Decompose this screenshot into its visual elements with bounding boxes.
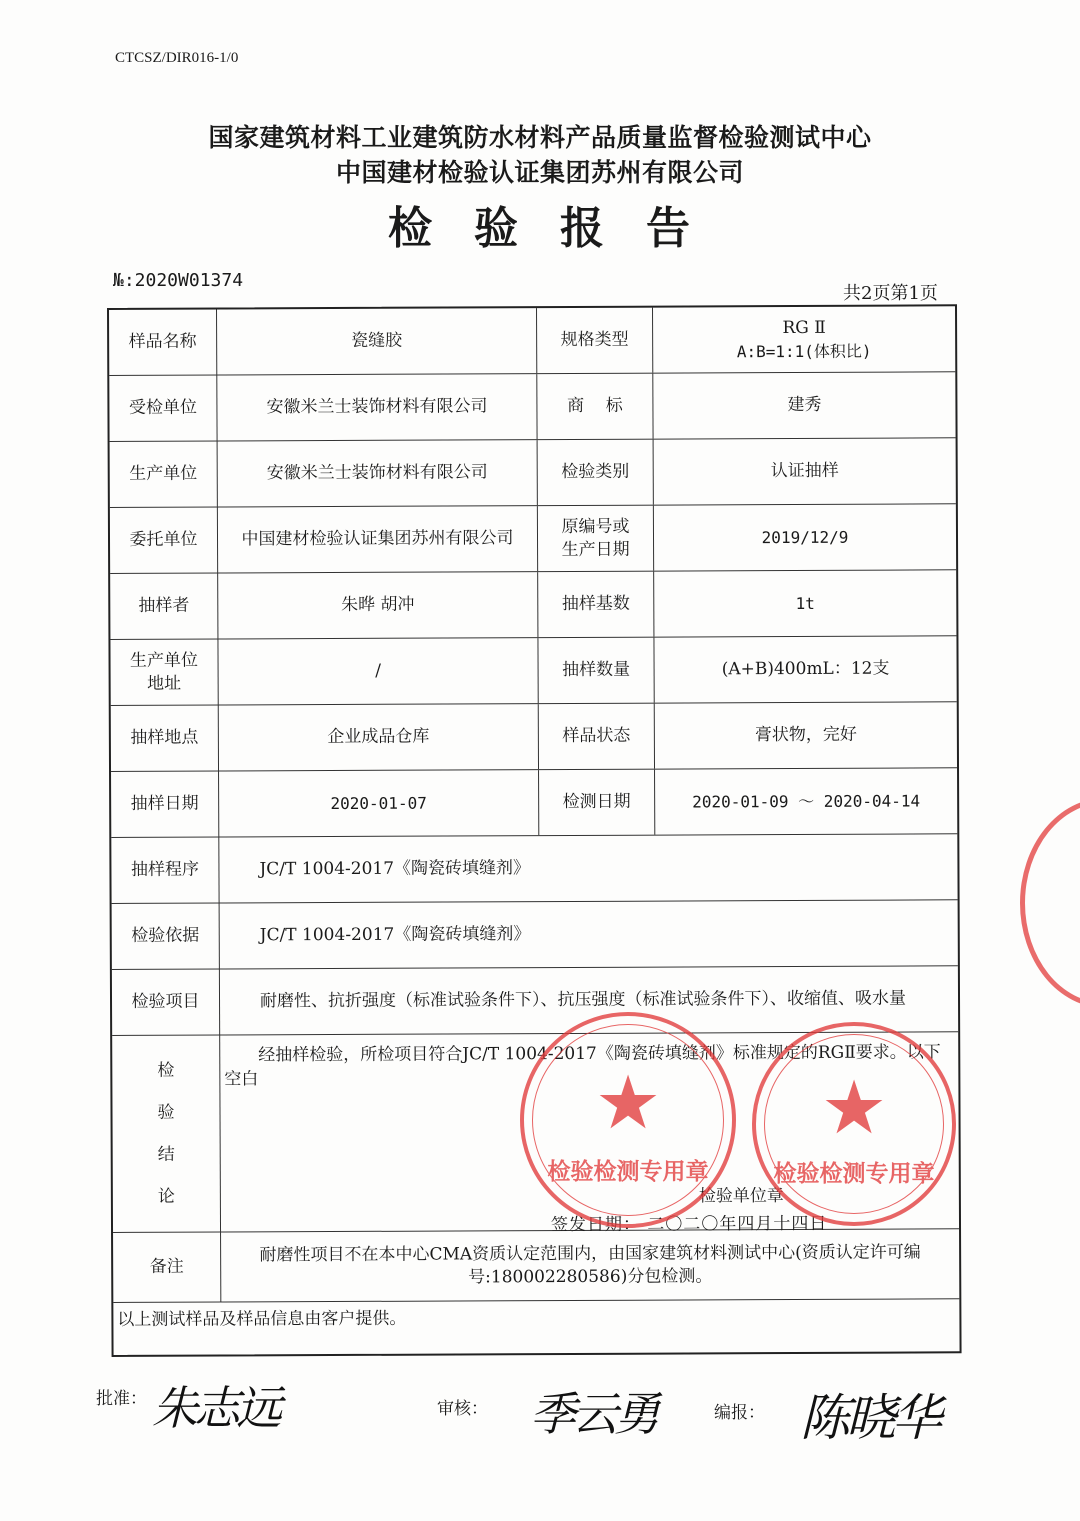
document-code: CTCSZ/DIR016-1/0 bbox=[115, 50, 239, 66]
label-production-date-line2: 生产日期 bbox=[561, 539, 630, 560]
table-row bbox=[111, 702, 957, 772]
org-name-line1: 国家建筑材料工业建筑防水材料产品质量监督检验测试中心 bbox=[208, 123, 872, 152]
table-row bbox=[109, 306, 955, 376]
table-row bbox=[112, 900, 958, 970]
footer-note: 以上测试样品及样品信息由客户提供。 bbox=[117, 1308, 407, 1330]
value-trademark: 建秀 bbox=[787, 394, 822, 416]
seal-text: 检验检测专用章 bbox=[773, 1161, 935, 1188]
table-row bbox=[110, 438, 956, 508]
label-producer-address bbox=[110, 640, 218, 705]
table-row bbox=[110, 570, 956, 640]
label-sampler: 抽样者 bbox=[110, 574, 218, 639]
star-icon: ★ bbox=[594, 1060, 662, 1147]
conclusion-char: 验 bbox=[157, 1102, 175, 1123]
signature-row bbox=[0, 1372, 1080, 1452]
spec-grade: RG Ⅱ bbox=[782, 317, 826, 338]
conclusion-char: 论 bbox=[157, 1186, 175, 1207]
value-sampling-location: 企业成品仓库 bbox=[219, 704, 539, 770]
spec-ratio: A:B=1:1(体积比) bbox=[736, 341, 872, 361]
value-sample-name: 瓷缝胶 bbox=[217, 308, 537, 374]
label-sample-name: 样品名称 bbox=[109, 310, 217, 375]
value-remarks: 耐磨性项目不在本中心CMA资质认定范围内，由国家建筑材料测试中心(资质认定许可编号:180002280586)分包检测。 bbox=[259, 1241, 921, 1287]
conclusion-char: 检 bbox=[157, 1060, 175, 1081]
label-sampling-base: 抽样基数 bbox=[538, 572, 654, 638]
value-producer-address: / bbox=[218, 638, 538, 704]
table-row bbox=[110, 504, 956, 574]
label-sampling-date: 抽样日期 bbox=[111, 772, 219, 837]
label-conclusion bbox=[112, 1036, 221, 1232]
label-sampling-procedure: 抽样程序 bbox=[111, 838, 219, 903]
value-inspection-basis: JC/T 1004-2017《陶瓷砖填缝剂》 bbox=[259, 924, 531, 946]
label-sample-quantity: 抽样数量 bbox=[538, 638, 654, 704]
label-sampling-location: 抽样地点 bbox=[111, 706, 219, 771]
conclusion-char: 结 bbox=[157, 1144, 175, 1165]
conclusion-text: 经抽样检验，所检项目符合JC/T 1004-2017《陶瓷砖填缝剂》标准规定的RGⅡ要求。以下空白 bbox=[224, 1042, 941, 1090]
value-production-date: 2019/12/9 bbox=[761, 527, 849, 548]
value-inspection-category: 认证抽样 bbox=[770, 460, 839, 482]
label-inspection-category: 检验类别 bbox=[538, 440, 654, 506]
value-sample-quantity: (A+B)400mL：12支 bbox=[721, 658, 890, 680]
report-title: 检验报告 bbox=[388, 203, 732, 254]
page-info: 共2页第1页 bbox=[843, 283, 938, 304]
label-spec-type: 规格类型 bbox=[537, 308, 653, 374]
value-sampler: 朱晔 胡冲 bbox=[218, 572, 538, 638]
approve-signature: 朱志远 bbox=[152, 1381, 278, 1435]
value-spec-type bbox=[653, 306, 955, 372]
star-icon: ★ bbox=[820, 1065, 888, 1152]
report-number: №:2020W01374 bbox=[113, 270, 244, 291]
compile-signature: 陈晓华 bbox=[800, 1389, 938, 1447]
label-inspected-unit: 受检单位 bbox=[109, 376, 217, 441]
table-row bbox=[113, 1299, 959, 1355]
approve-label: 批准： bbox=[96, 1389, 147, 1409]
inspection-seal-right bbox=[752, 1022, 956, 1226]
table-row bbox=[109, 372, 955, 442]
label-producer-address-line2: 地址 bbox=[147, 673, 182, 694]
org-name-line2: 中国建材检验认证集团苏州有限公司 bbox=[335, 158, 744, 187]
table-row bbox=[111, 768, 957, 838]
inspection-seal-left bbox=[520, 1012, 736, 1228]
issue-date: 签发日期： 二〇二〇年四月十四日 bbox=[550, 1213, 828, 1236]
label-sample-state: 样品状态 bbox=[539, 704, 655, 770]
edge-seal bbox=[1020, 798, 1080, 1008]
review-label: 审核： bbox=[437, 1399, 488, 1419]
label-inspection-items: 检验项目 bbox=[112, 970, 220, 1035]
value-inspected-unit: 安徽米兰士装饰材料有限公司 bbox=[217, 374, 537, 440]
table-row bbox=[113, 1229, 959, 1303]
value-client: 中国建材检验认证集团苏州有限公司 bbox=[218, 506, 538, 572]
compile-label: 编报： bbox=[714, 1403, 765, 1423]
value-sampling-date: 2020-01-07 bbox=[219, 770, 539, 836]
label-remarks: 备注 bbox=[113, 1233, 221, 1302]
value-sample-state: 膏状物，完好 bbox=[754, 724, 857, 746]
value-test-date: 2020-01-09 ～ 2020-04-14 bbox=[692, 791, 921, 812]
label-client: 委托单位 bbox=[110, 508, 218, 573]
value-producer: 安徽米兰士装饰材料有限公司 bbox=[218, 440, 538, 506]
label-production-date-line1: 原编号或 bbox=[561, 516, 630, 537]
label-trademark: 商 标 bbox=[537, 374, 653, 440]
label-test-date: 检测日期 bbox=[539, 770, 655, 836]
label-producer-address-line1: 生产单位 bbox=[129, 650, 199, 671]
value-sampling-base: 1t bbox=[795, 593, 815, 613]
value-inspection-items: 耐磨性、抗折强度（标准试验条件下）、抗压强度（标准试验条件下）、收缩值、吸水量 bbox=[259, 988, 907, 1012]
stamp-label: 检验单位章 bbox=[698, 1186, 784, 1207]
value-sampling-procedure: JC/T 1004-2017《陶瓷砖填缝剂》 bbox=[259, 858, 531, 880]
table-row bbox=[111, 834, 957, 904]
seal-text: 检验检测专用章 bbox=[547, 1159, 709, 1186]
table-row bbox=[110, 636, 956, 706]
review-signature: 季云勇 bbox=[530, 1387, 656, 1441]
label-production-date bbox=[538, 506, 654, 572]
label-producer: 生产单位 bbox=[110, 442, 218, 507]
label-inspection-basis: 检验依据 bbox=[112, 904, 220, 969]
